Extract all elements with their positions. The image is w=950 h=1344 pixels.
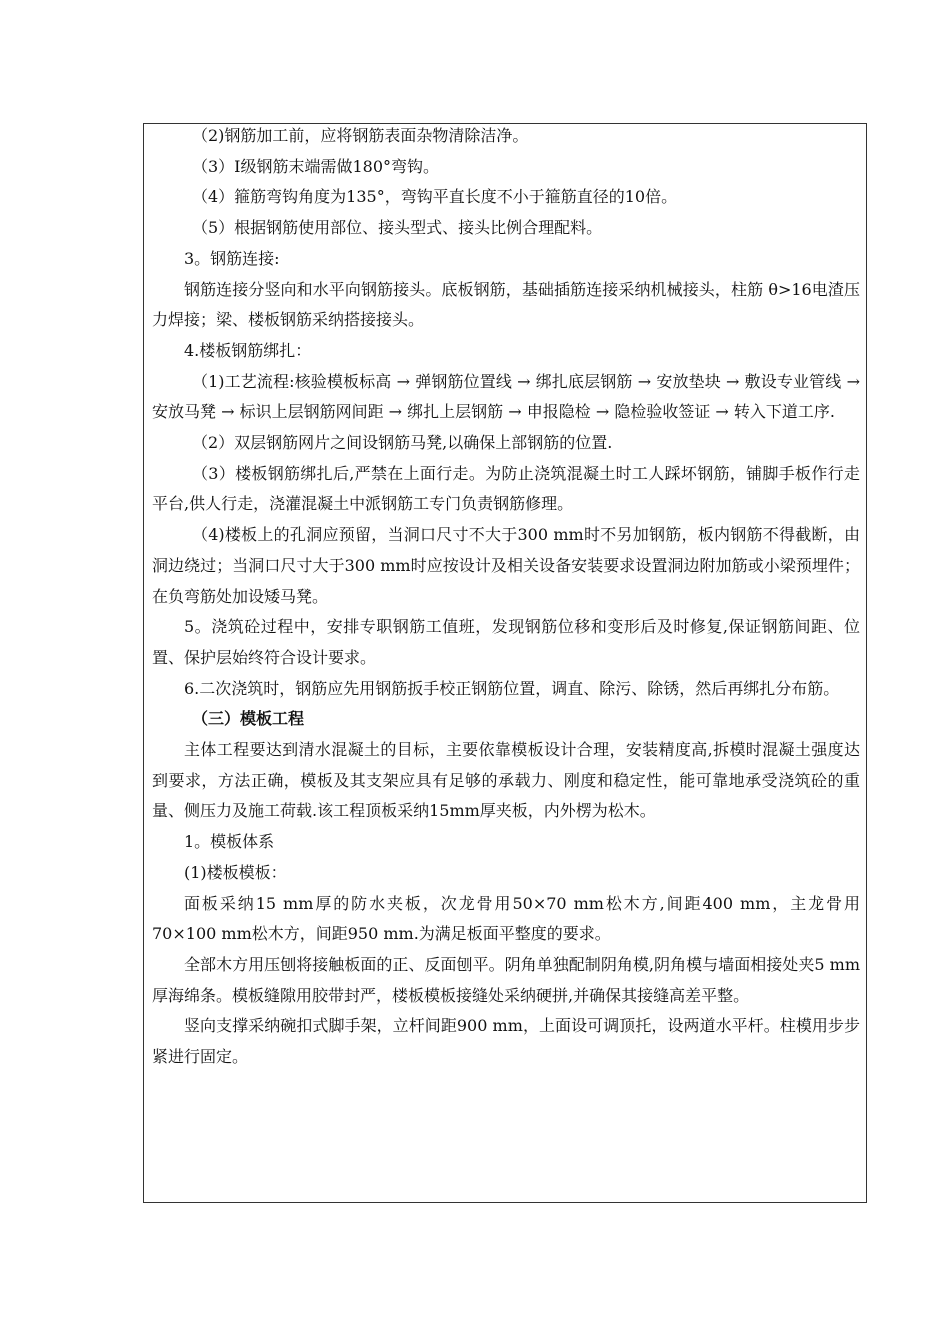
section-heading: (1)楼板模板：	[184, 862, 287, 882]
paragraph: 钢筋连接分竖向和水平向钢筋接头。底板钢筋，基础插筋连接采纳机械接头，柱筋 θ>16电渣压力焊接；梁、楼板钢筋采纳搭接接头。	[152, 279, 860, 330]
section-heading: 1。模板体系	[184, 832, 275, 852]
section-heading: 3。钢筋连接:	[184, 248, 280, 268]
paragraph: （1)工艺流程:核验模板标高 → 弹钢筋位置线 → 绑扎底层钢筋 → 安放垫块 → 敷设专业管线 → 安放马凳 → 标识上层钢筋网间距 → 绑扎上层钢筋 → 申报隐检 → 隐检验收签证 → 转入下道工序.	[152, 371, 860, 422]
paragraph: 主体工程要达到清水混凝土的目标，主要依靠模板设计合理，安装精度高,拆模时混凝土强度达到要求，方法正确，模板及其支架应具有足够的承载力、刚度和稳定性，能可靠地承受浇筑砼的重量、侧压力及施工荷载.该工程顶板采纳15mm厚夹板，内外楞为松木。	[152, 740, 860, 821]
paragraph: 6.二次浇筑时，钢筋应先用钢筋扳手校正钢筋位置，调直、除污、除锈，然后再绑扎分布筋。	[184, 678, 840, 698]
paragraph: 5。浇筑砼过程中，安排专职钢筋工值班，发现钢筋位移和变形后及时修复,保证钢筋间距、位置、保护层始终符合设计要求。	[152, 617, 860, 667]
paragraph: 全部木方用压刨将接触板面的正、反面刨平。阴角单独配制阴角模,阴角模与墙面相接处夹5 mm厚海绵条。模板缝隙用胶带封严，楼板模板接缝处采纳硬拼,并确保其接缝高差平整。	[152, 954, 860, 1005]
paragraph: （3）Ⅰ级钢筋末端需做180°弯钩。	[192, 156, 440, 176]
paragraph: （2）双层钢筋网片之间设钢筋马凳,以确保上部钢筋的位置.	[192, 433, 613, 453]
paragraph: （5）根据钢筋使用部位、接头型式、接头比例合理配料。	[192, 218, 603, 238]
paragraph: （4）箍筋弯钩角度为135°，弯钩平直长度不小于箍筋直径的10倍。	[192, 187, 678, 207]
document-body	[152, 121, 860, 1073]
paragraph: 竖向支撑采纳碗扣式脚手架，立杆间距900 mm，上面设可调顶托，设两道水平杆。柱模用步步紧进行固定。	[152, 1016, 860, 1067]
paragraph: （3）楼板钢筋绑扎后,严禁在上面行走。为防止浇筑混凝土时工人踩坏钢筋，铺脚手板作行走平台,供人行走，浇灌混凝土中派钢筋工专门负责钢筋修理。	[152, 463, 860, 514]
section-heading: 4.楼板钢筋绑扎：	[184, 340, 312, 360]
paragraph: （4)楼板上的孔洞应预留，当洞口尺寸不大于300 mm时不另加钢筋，板内钢筋不得截断，由洞边绕过；当洞口尺寸大于300 mm时应按设计及相关设备安装要求设置洞边附加筋或小梁预埋件；在负弯筋处加设矮马凳。	[152, 525, 860, 606]
paragraph: （2)钢筋加工前，应将钢筋表面杂物清除洁净。	[192, 126, 529, 145]
paragraph: 面板采纳15 mm厚的防水夹板，次龙骨用50×70 mm松木方,间距400 mm，主龙骨用70×100 mm松木方，间距950 mm.为满足板面平整度的要求。	[152, 893, 860, 944]
chapter-heading: （三）模板工程	[192, 709, 305, 729]
